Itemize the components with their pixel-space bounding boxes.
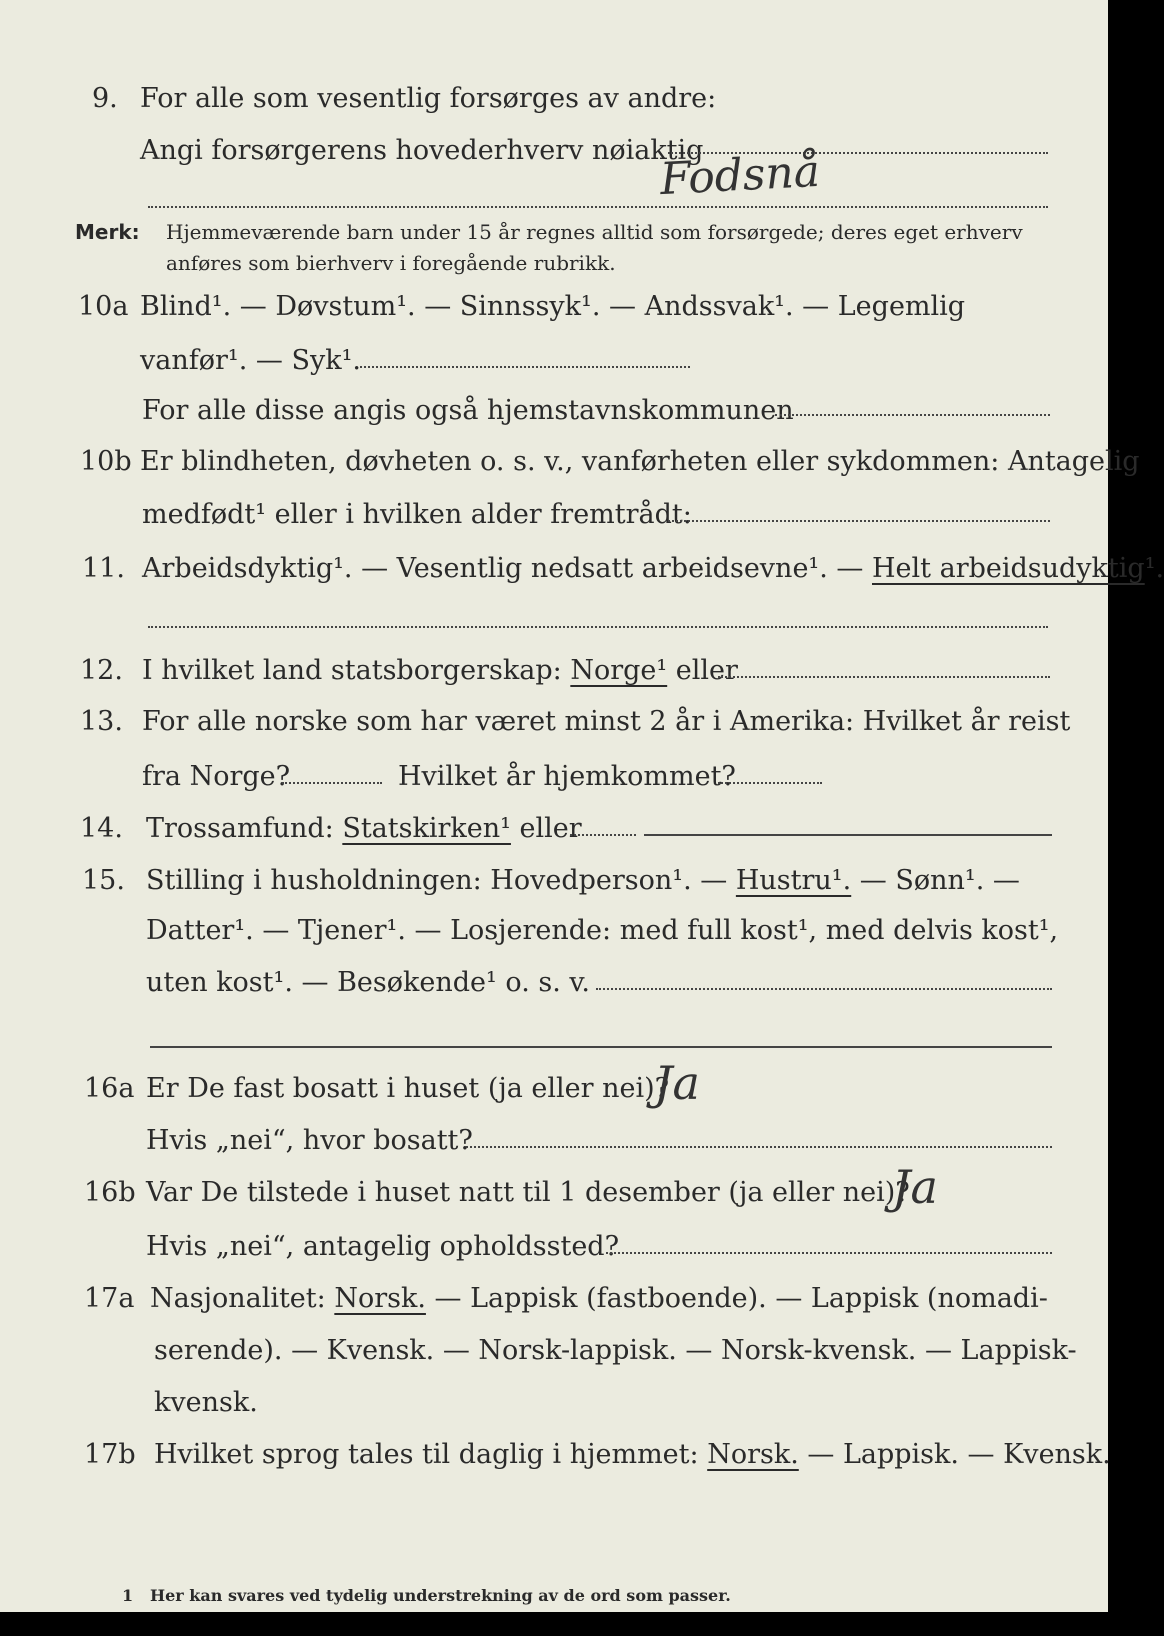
q13-line2b: Hvilket år hjemkommet?: [398, 761, 736, 792]
q10a-line2: vanfør¹. — Syk¹.: [140, 345, 361, 376]
q10b-line1: Er blindheten, døvheten o. s. v., vanførheten eller sykdommen: Antagelig: [140, 446, 1140, 477]
q15-line3: uten kost¹. — Besøkende¹ o. s. v.: [146, 967, 591, 998]
q17b-text: [154, 1438, 1111, 1472]
q15-line1-a: Stilling i husholdningen: Hovedperson¹. —: [146, 865, 736, 896]
q17b-text-a: Hvilket sprog tales til daglig i hjemmet:: [154, 1439, 708, 1470]
q9-line1: For alle som vesentlig forsørges av andre:: [140, 83, 717, 114]
q9-answer-line2: [148, 206, 1048, 208]
q11-underlined-answer: Helt arbeidsudyktig: [872, 553, 1145, 584]
q14-text-c: eller: [510, 813, 582, 844]
q11-text-a: Arbeidsdyktig¹. — Vesentlig nedsatt arbeidsevne¹. —: [142, 553, 872, 584]
q17a-number: 17a: [84, 1283, 135, 1314]
q17b-text-c: — Lappisk. — Kvensk.: [798, 1439, 1111, 1470]
q17a-line1: [150, 1282, 1048, 1316]
q9-number: 9.: [92, 83, 118, 114]
q13-line2a: fra Norge?: [142, 761, 291, 792]
q11-text-c: ¹.: [1144, 553, 1164, 584]
q12-underlined-answer: Norge¹: [570, 655, 668, 686]
q16a-line1: Er De fast bosatt i huset (ja eller nei)?: [146, 1073, 670, 1104]
q15-answer-line: [150, 1046, 1052, 1048]
q16b-line1: Var De tilstede i huset natt til 1 desember (ja eller nei)?: [146, 1177, 910, 1208]
q16a-handwritten-answer: Ja: [654, 1056, 700, 1110]
q12-number: 12.: [80, 655, 123, 686]
q16a-line2-dots: [466, 1146, 1052, 1148]
q12-text-c: eller: [667, 655, 738, 686]
q10a-line3-dots: [775, 414, 1050, 416]
q9-handwritten-answer: Fodsnå: [658, 145, 822, 206]
q17b-number: 17b: [84, 1439, 136, 1470]
q14-underlined-answer: Statskirken¹: [342, 813, 511, 844]
q13-year-back-dots: [718, 782, 822, 784]
q17a-line1-a: Nasjonalitet:: [150, 1283, 335, 1314]
q15-number: 15.: [82, 865, 125, 896]
q14-rule: [644, 834, 1052, 836]
merk-label: Merk:: [75, 220, 140, 244]
q14-dots: [570, 834, 636, 836]
q15-line2: Datter¹. — Tjener¹. — Losjerende: med full kost¹, med delvis kost¹,: [146, 915, 1059, 946]
q12-text: [142, 654, 738, 688]
footnote-mark: 1: [122, 1586, 134, 1605]
q12-text-a: I hvilket land statsborgerskap:: [142, 655, 571, 686]
q16b-line2: Hvis „nei“, antagelig opholdssted?: [146, 1231, 620, 1262]
q10b-line2: medfødt¹ eller i hvilken alder fremtrådt:: [142, 499, 692, 530]
q10a-line2-dots: [360, 366, 690, 368]
q17a-line1-c: — Lappisk (fastboende). — Lappisk (nomadi-: [425, 1283, 1048, 1314]
q17a-line3: kvensk.: [154, 1387, 258, 1418]
q16a-number: 16a: [84, 1073, 135, 1104]
q10a-line3: For alle disse angis også hjemstavnskommunen: [142, 395, 794, 426]
q11-answer-line: [148, 626, 1048, 628]
q17a-line2: serende). — Kvensk. — Norsk-lappisk. — Norsk-kvensk. — Lappisk-: [154, 1335, 1077, 1366]
q17b-underlined-answer: Norsk.: [707, 1439, 799, 1470]
merk-line1: Hjemmeværende barn under 15 år regnes alltid som forsørgede; deres eget erhverv: [166, 220, 1023, 244]
q15-line1: [146, 864, 1020, 898]
footnote-text: Her kan svares ved tydelig understrekning av de ord som passer.: [150, 1586, 731, 1605]
q16a-line2: Hvis „nei“, hvor bosatt?: [146, 1125, 473, 1156]
q15-line3-dots: [596, 988, 1052, 990]
q13-year-left-dots: [282, 782, 382, 784]
q13-line1: For alle norske som har været minst 2 år i Amerika: Hvilket år reist: [142, 706, 1071, 737]
q17a-underlined-answer: Norsk.: [334, 1283, 426, 1314]
q10a-number: 10a: [78, 291, 129, 322]
q16b-number: 16b: [84, 1177, 136, 1208]
q10b-number: 10b: [80, 446, 132, 477]
q14-text-a: Trossamfund:: [146, 813, 343, 844]
q10a-line1: Blind¹. — Døvstum¹. — Sinnssyk¹. — Andssvak¹. — Legemlig: [140, 291, 966, 322]
q14-number: 14.: [80, 813, 123, 844]
q16b-handwritten-answer: Ja: [892, 1160, 938, 1214]
q15-underlined-answer: Hustru¹.: [735, 865, 852, 896]
q9-line2: Angi forsørgerens hovederhverv nøiaktig: [140, 135, 704, 166]
q12-dots: [718, 676, 1050, 678]
q11-number: 11.: [82, 553, 125, 584]
q10b-line2-dots: [668, 520, 1050, 522]
q14-text: [146, 812, 582, 846]
q11-text: [142, 552, 1164, 586]
q16b-line2-dots: [606, 1252, 1052, 1254]
q15-line1-c: — Sønn¹. —: [851, 865, 1020, 896]
merk-line2: anføres som bierhverv i foregående rubrikk.: [166, 251, 616, 275]
q13-number: 13.: [80, 706, 123, 737]
